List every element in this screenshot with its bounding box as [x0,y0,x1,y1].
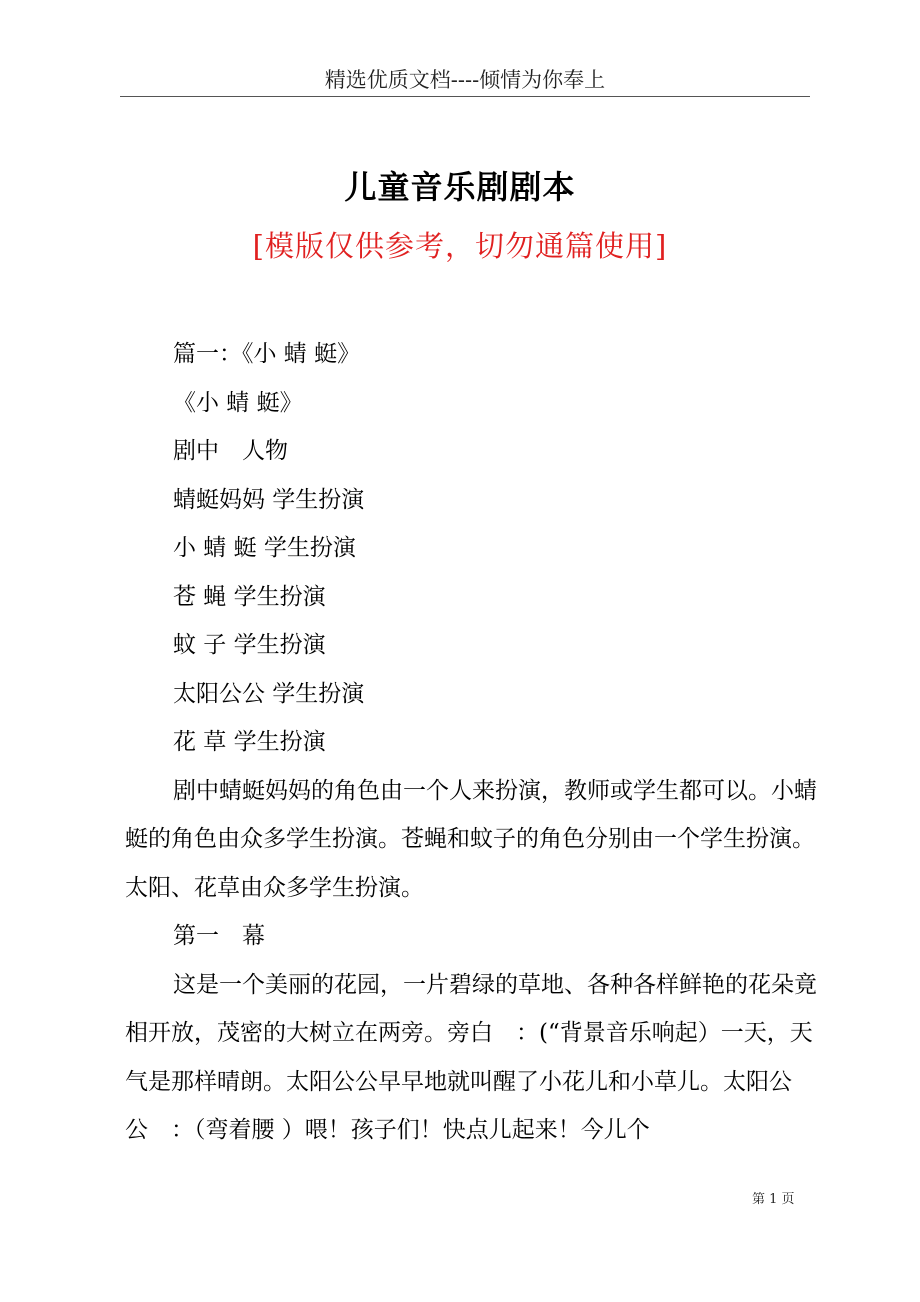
page-number: 第 1 页 [752,1192,795,1207]
page-header: 精选优质文档----倾情为你奉上 [324,68,606,92]
section-heading: 篇一：《小 蜻 蜓》 [173,341,361,367]
cast-line: 蜻蜓妈妈 学生扮演 [173,486,365,513]
cast-line: 蚊 子 学生扮演 [173,632,326,658]
cast-line: 花 草 学生扮演 [173,729,326,755]
header-divider [120,96,810,97]
play-title: 《小 蜻 蜓》 [173,389,303,416]
template-notice: [模版仅供参考，切勿通篇使用] [252,229,668,263]
document-title: 儿童音乐剧剧本 [344,168,576,206]
cast-line: 小 蜻 蜓 学生扮演 [173,535,356,561]
cast-line: 苍 蝇 学生扮演 [173,583,326,610]
document-body [125,330,825,1155]
scene-paragraph: 这是一个美丽的花园，一片碧绿的草地、各种各样鲜艳的花朵竟相开放，茂密的大树立在两旁。旁白 ：(“背景音乐响起）一天，天气是那样晴朗。太阳公公早早地就叫醒了小花儿和小草儿。太阳公公 ：（弯着腰 ）喂！孩子们！快点儿起来！今儿个 [125,971,817,1143]
cast-line: 太阳公公 学生扮演 [173,680,365,707]
act-heading: 第一 幕 [173,923,265,949]
casting-note-paragraph: 剧中蜻蜓妈妈的角色由一个人来扮演，教师或学生都可以。小蜻蜓的角色由众多学生扮演。苍蝇和蚊子的角色分别由一个学生扮演。太阳、花草由众多学生扮演。 [125,777,817,901]
cast-heading: 剧中 人物 [173,438,288,464]
